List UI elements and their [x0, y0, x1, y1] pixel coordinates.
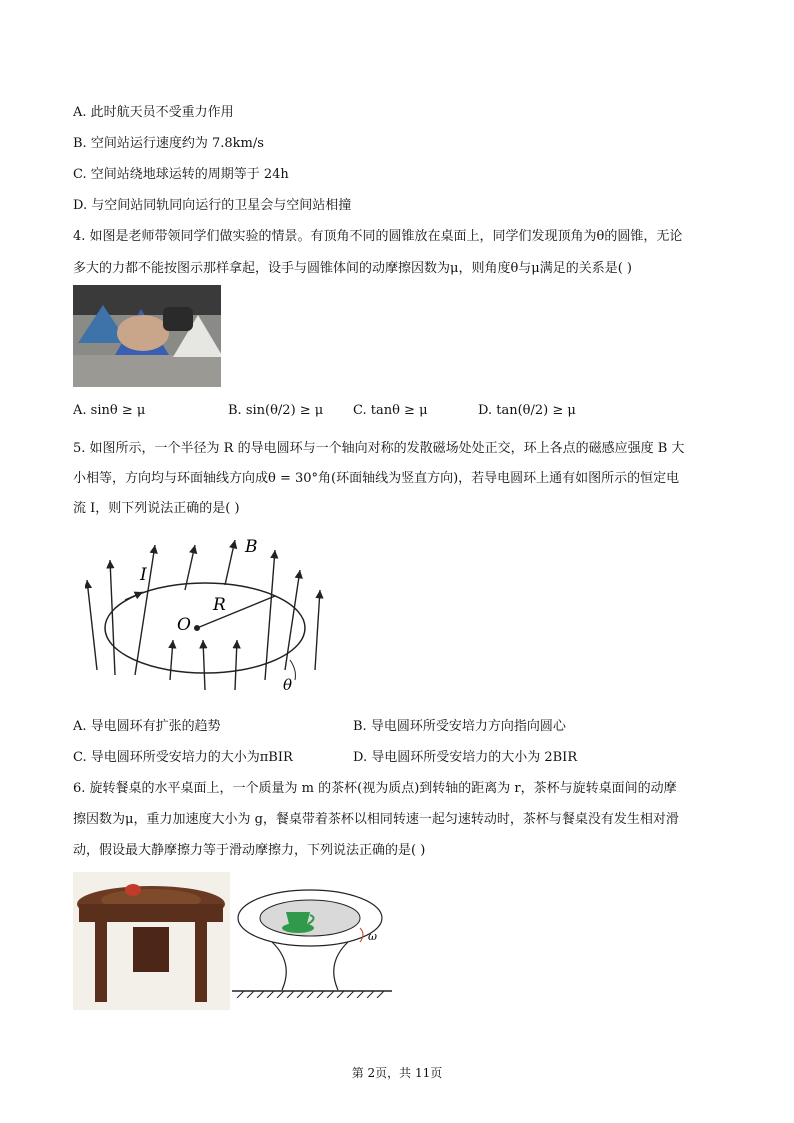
label-i: I [140, 565, 147, 585]
q4-option-d: D. tan(θ/2) ≥ μ [478, 403, 576, 418]
label-b: B [245, 537, 258, 557]
label-o: O [177, 615, 191, 635]
q4-stem-line1: 4. 如图是老师带领同学们做实验的情景。有顶角不同的圆锥放在桌面上，同学们发现顶角为θ的圆锥，无论 [73, 229, 683, 244]
q4-option-b: B. sin(θ/2) ≥ μ [228, 403, 324, 418]
q4-stem-line2: 多大的力都不能按图示那样拿起，设手与圆锥体间的动摩擦因数为μ，则角度θ与μ满足的关系是( ) [73, 261, 633, 276]
q5-option-a: A. 导电圆环有扩张的趋势 [73, 719, 221, 734]
q5-stem-line3: 流 I，则下列说法正确的是( ) [73, 501, 240, 516]
q5-stem-line1: 5. 如图所示，一个半径为 R 的导电圆环与一个轴向对称的发散磁场处处正交，环上各点的磁感应强度 B 大 [73, 441, 685, 456]
label-omega: ω [368, 930, 377, 943]
magnetic-ring-diagram [85, 530, 325, 705]
q5-stem-line2: 小相等，方向均与环面轴线方向成θ = 30°角(环面轴线为竖直方向)，若导电圆环上通有如图所示的恒定电 [73, 471, 680, 486]
q3-option-c: C. 空间站绕地球运转的周期等于 24h [73, 167, 289, 182]
q6-stem-line1: 6. 旋转餐桌的水平桌面上，一个质量为 m 的茶杯(视为质点)到转轴的距离为 r，茶杯与旋转桌面间的动摩 [73, 781, 677, 796]
label-r: R [213, 595, 226, 615]
q5-option-b: B. 导电圆环所受安培力方向指向圆心 [353, 719, 566, 734]
q3-option-b: B. 空间站运行速度约为 7.8km/s [73, 136, 264, 151]
q5-option-d: D. 导电圆环所受安培力的大小为 2BIR [353, 750, 578, 765]
rotating-table-photo [73, 872, 230, 1010]
q3-option-a: A. 此时航天员不受重力作用 [73, 105, 234, 120]
q6-stem-line2: 擦因数为μ，重力加速度大小为 g，餐桌带着茶杯以相同转速一起匀速转动时，茶杯与餐桌没有发生相对滑 [73, 812, 679, 827]
q4-option-a: A. sinθ ≥ μ [73, 403, 146, 418]
rotating-table-diagram [232, 878, 392, 998]
q4-option-c: C. tanθ ≥ μ [353, 403, 428, 418]
q3-option-d: D. 与空间站同轨同向运行的卫星会与空间站相撞 [73, 198, 352, 213]
cone-experiment-photo [73, 285, 221, 387]
q5-option-c: C. 导电圆环所受安培力的大小为πBIR [73, 750, 293, 765]
label-theta: θ [283, 676, 293, 694]
q6-stem-line3: 动，假设最大静摩擦力等于滑动摩擦力，下列说法正确的是( ) [73, 843, 426, 858]
page-footer: 第 2页，共 11页 [351, 1066, 443, 1080]
